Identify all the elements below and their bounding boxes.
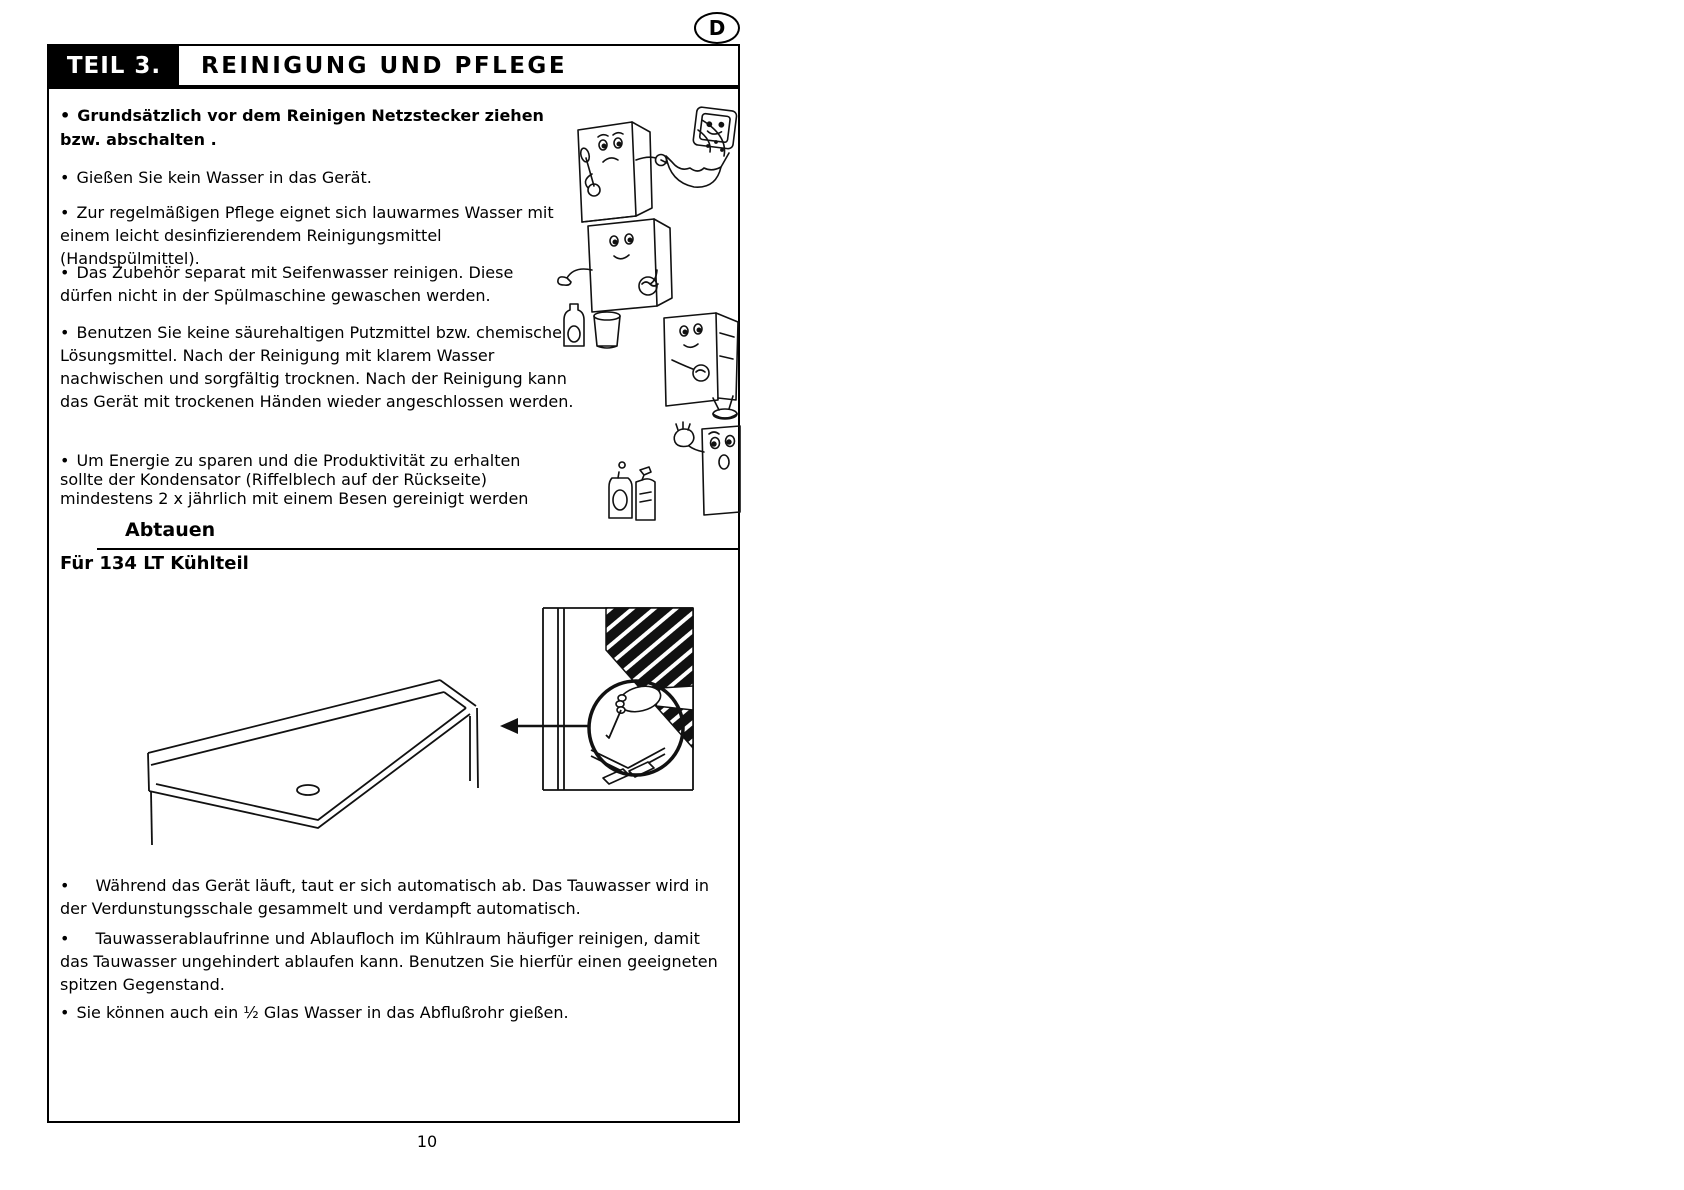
- fridge-compartment-heading: Für 134 LT Kühlteil: [60, 553, 249, 574]
- fridge-mascot-stop-chemicals-scene: [609, 422, 740, 520]
- fridge-mascot-umbrella-socket-scene: [578, 107, 737, 222]
- language-badge: [694, 12, 740, 44]
- bullet-text: Tauwasserablaufrinne und Ablaufloch im Kühlraum häufiger reinigen, damit das Tauwasser ungehindert ablaufen kann. Benutzen Sie hierfür einen geeigneten spitzen Gegenstand.: [60, 929, 718, 994]
- bullet-glyph: •: [60, 876, 70, 895]
- bullet-glyph: •: [60, 203, 70, 222]
- fridge-mascot-cartoons: [552, 98, 742, 523]
- bullet-text: Während das Gerät läuft, taut er sich automatisch ab. Das Tauwasser wird in der Verdunstungsschale gesammelt und verdampft automatisch.: [60, 876, 710, 918]
- drip-tray-line-drawing: [118, 618, 503, 858]
- bullet-auto-defrost: [60, 874, 728, 920]
- part-label-box: [49, 46, 179, 85]
- bullet-text: Zur regelmäßigen Pflege eignet sich lauwarmes Wasser mit einem leicht desinfizierendem Reinigungsmittel (Handspülmittel).: [60, 203, 554, 268]
- bullet-no-acid-cleaners: [60, 321, 580, 413]
- fridge-mascot-wiping-scene: [558, 219, 672, 312]
- bullet-glyph: •: [60, 263, 70, 282]
- bullet-drain-cleaning: [60, 927, 728, 996]
- bullet-unplug-before-cleaning: [60, 104, 565, 152]
- bullet-glyph: •: [60, 106, 71, 125]
- drain-channel-cleaning-drawing: [488, 598, 703, 798]
- bullet-glyph: •: [60, 929, 70, 948]
- page-number: 10: [416, 1132, 438, 1151]
- evaporator-fins: [606, 608, 693, 748]
- left-arrow-icon: [500, 718, 588, 734]
- bullet-no-water-into-appliance: [60, 166, 575, 189]
- bullet-glyph: •: [60, 1003, 70, 1022]
- fridge-mascot-bucket-open-door-scene: [564, 304, 738, 419]
- section-header: [47, 44, 740, 87]
- part-label: TEIL 3.: [66, 52, 162, 79]
- bullet-lukewarm-water-cleaning: [60, 201, 580, 270]
- bullet-text: Grundsätzlich vor dem Reinigen Netzstecker ziehen bzw. abschalten .: [60, 106, 544, 149]
- bullet-glyph: •: [60, 168, 70, 187]
- bullet-text: Das Zubehör separat mit Seifenwasser reinigen. Diese dürfen nicht in der Spülmaschine gewaschen werden.: [60, 263, 514, 305]
- language-badge-label: D: [708, 16, 726, 40]
- bullet-condenser-cleaning: [60, 451, 545, 508]
- bullet-glyph: •: [60, 451, 70, 470]
- bullet-glyph: •: [60, 323, 70, 342]
- bullet-text: Gießen Sie kein Wasser in das Gerät.: [76, 168, 372, 187]
- bullet-text: Benutzen Sie keine säurehaltigen Putzmittel bzw. chemische Lösungsmittel. Nach der Reinigung mit klarem Wasser nachwischen und sorgfältig trocknen. Nach der Reinigung kann das Gerät mit trockenen Händen wieder angeschlossen werden.: [60, 323, 574, 411]
- bullet-text: Um Energie zu sparen und die Produktivität zu erhalten sollte der Kondensator (Riffelblech auf der Rückseite) mindestens 2 x jährlich mit einem Besen gereinigt werden: [60, 451, 529, 508]
- section-divider: [97, 548, 738, 550]
- defrost-subheading: Abtauen: [125, 519, 216, 541]
- bullet-text: Sie können auch ein ½ Glas Wasser in das Abflußrohr gießen.: [76, 1003, 569, 1022]
- bullet-accessories-soap-water: [60, 261, 530, 307]
- content-frame: [47, 87, 740, 1123]
- page-title: REINIGUNG UND PFLEGE: [201, 52, 568, 79]
- bullet-half-glass-water: [60, 1001, 728, 1024]
